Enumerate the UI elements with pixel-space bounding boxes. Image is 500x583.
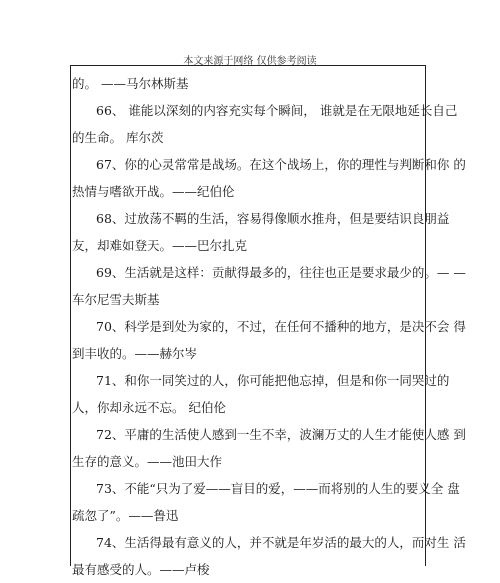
- left-margin-rule: [70, 65, 71, 566]
- quote-continuation-line: 热情与嗜欲开战。——纪伯伦: [72, 184, 235, 199]
- page-header: 本文来源于网络 仅供参考阅读: [183, 56, 317, 67]
- quote-entry-line: 68、过放荡不羁的生活，容易得像顺水推舟，但是要结识良朋益: [96, 211, 450, 226]
- quote-entry-line: 72、平庸的生活使人感到一生不幸，波澜万丈的人生才能使人感 到: [96, 427, 466, 442]
- quote-entry-line: 67、你的心灵常常是战场。在这个战场上，你的理性与判断和你 的: [96, 157, 466, 172]
- quote-entry-line: 66、 谁能以深刻的内容充实每个瞬间， 谁就是在无限地延长自己: [96, 103, 458, 118]
- quote-continuation-line: 人，你却永远不忘。 纪伯伦: [72, 400, 226, 415]
- quote-entry-line: 73、不能“只为了爱——盲目的爱，——而将别的人生的要义全 盘: [96, 481, 460, 496]
- quote-list: [72, 70, 466, 583]
- quote-continuation-line: 的。 ——马尔林斯基: [72, 76, 189, 91]
- quote-continuation-line: 友，却难如登天。——巴尔扎克: [72, 238, 248, 253]
- quote-continuation-line: 疏忽了”。——鲁迅: [72, 508, 179, 523]
- header-rule: [70, 65, 426, 66]
- quote-continuation-line: 到丰收的。——赫尔岑: [72, 346, 198, 361]
- quote-continuation-line: 的生命。 库尔茨: [72, 130, 164, 145]
- quote-entry-line: 70、科学是到处为家的，不过，在任何不播种的地方，是决不会 得: [96, 319, 466, 334]
- quote-continuation-line: 生存的意义。——池田大作: [72, 454, 223, 469]
- quote-continuation-line: 车尔尼雪夫斯基: [72, 292, 160, 307]
- quote-entry-line: 69、生活就是这样：贡献得最多的，往往也正是要求最少的。— —: [96, 265, 466, 280]
- quote-entry-line: 74、生活得最有意义的人，并不就是年岁活的最大的人，而对生 活: [96, 535, 466, 550]
- quote-entry-line: 71、和你一同笑过的人，你可能把他忘掉，但是和你一同哭过的: [96, 373, 450, 388]
- quote-continuation-line: 最有感受的人。——卢梭: [72, 562, 210, 577]
